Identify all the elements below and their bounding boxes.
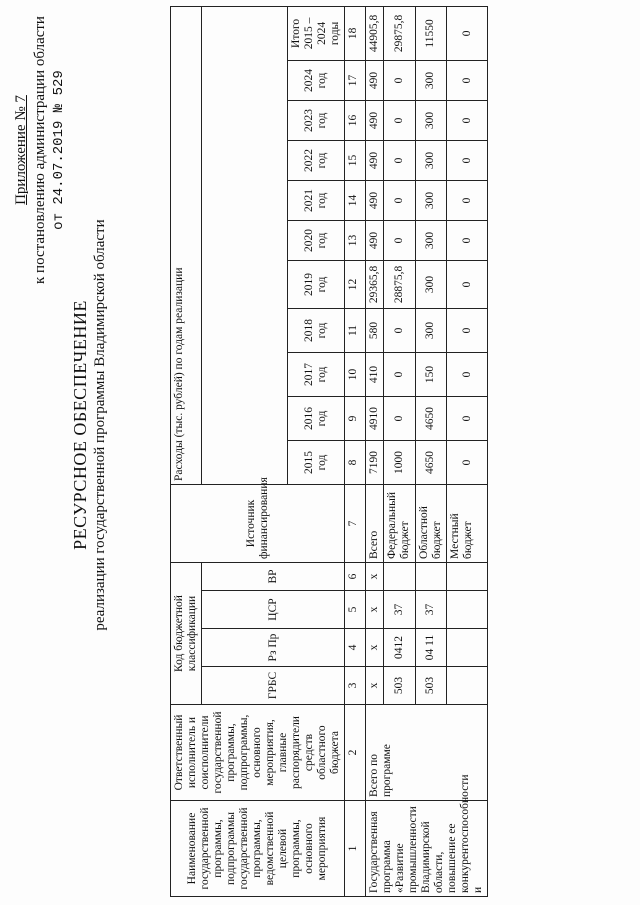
column-numbers-row xyxy=(345,6,366,896)
value-cell: 490 xyxy=(366,100,384,140)
value-cell: 0 xyxy=(447,100,488,140)
source-cell: Местный бюджет xyxy=(447,484,488,562)
vr-cell xyxy=(415,562,446,590)
rzpr-cell xyxy=(447,629,488,667)
year-2024: 2024 год xyxy=(288,60,345,100)
value-cell: 300 xyxy=(415,260,446,308)
value-cell: 0 xyxy=(384,140,415,180)
value-cell: 0 xyxy=(447,352,488,396)
value-cell: 300 xyxy=(415,60,446,100)
col-num: 12 xyxy=(345,260,366,308)
grbs-cell xyxy=(447,667,488,705)
vr-cell xyxy=(447,562,488,590)
year-2023: 2023 год xyxy=(288,100,345,140)
col-num: 6 xyxy=(345,562,366,590)
value-cell: 0 xyxy=(384,100,415,140)
value-cell: 1000 xyxy=(384,440,415,484)
col-num: 18 xyxy=(345,6,366,60)
total-cell: 0 xyxy=(447,6,488,60)
value-cell: 300 xyxy=(415,100,446,140)
col-num: 15 xyxy=(345,140,366,180)
year-2021: 2021 год xyxy=(288,180,345,220)
year-2017: 2017 год xyxy=(288,352,345,396)
table-row xyxy=(366,6,384,896)
total-cell: 29875,8 xyxy=(384,6,415,60)
grbs-cell: 503 xyxy=(415,667,446,705)
value-cell: 0 xyxy=(447,140,488,180)
responsible-cell: Всего по программе xyxy=(366,705,488,801)
value-cell: 0 xyxy=(384,396,415,440)
value-cell: 0 xyxy=(447,396,488,440)
rzpr-cell: 0412 xyxy=(384,629,415,667)
program-name-cell: Государственная программа «Развитие промышленности Владимирской области, повышение ее конкурентоспособности и xyxy=(366,801,488,897)
value-cell: 0 xyxy=(447,260,488,308)
col-num: 8 xyxy=(345,440,366,484)
header-program-name: Наименование государственной программы, подпрограммы государственной программы, ведомственной целевой программы, основного мероприятия xyxy=(171,801,345,897)
header-expenses xyxy=(171,6,202,484)
document-title xyxy=(70,145,110,705)
year-2016: 2016 год xyxy=(288,396,345,440)
grbs-cell: x xyxy=(366,667,384,705)
value-cell: 0 xyxy=(447,308,488,352)
expenses-label: Расходы (тыс. рублей) по годам реализации xyxy=(173,267,185,481)
resource-table xyxy=(170,6,488,897)
col-num: 5 xyxy=(345,591,366,629)
col-num: 3 xyxy=(345,667,366,705)
col-num: 17 xyxy=(345,60,366,100)
header-grbs: ГРБС xyxy=(202,667,345,705)
value-cell: 300 xyxy=(415,140,446,180)
header-budget-code: Код бюджетной классификации xyxy=(171,562,202,704)
total-cell: 11550 xyxy=(415,6,446,60)
value-cell: 0 xyxy=(447,440,488,484)
source-cell: Федеральный бюджет xyxy=(384,484,415,562)
col-num: 2 xyxy=(345,705,366,801)
value-cell: 0 xyxy=(447,220,488,260)
header-spacer xyxy=(202,6,288,484)
appendix-date: от 24.07.2019 № 529 xyxy=(51,70,67,230)
header-responsible: Ответственный исполнитель и соисполнители государственной программы, подпрограммы, основного мероприятия, главные распорядители средств областного бюджета xyxy=(171,705,345,801)
value-cell: 4910 xyxy=(366,396,384,440)
col-num: 10 xyxy=(345,352,366,396)
value-cell: 0 xyxy=(384,352,415,396)
title-main: РЕСУРСНОЕ ОБЕСПЕЧЕНИЕ xyxy=(70,300,90,550)
value-cell: 0 xyxy=(384,60,415,100)
rzpr-cell: 04 11 xyxy=(415,629,446,667)
value-cell: 28875,8 xyxy=(384,260,415,308)
value-cell: 0 xyxy=(447,60,488,100)
value-cell: 490 xyxy=(366,220,384,260)
appendix-header xyxy=(12,15,69,285)
year-2022: 2022 год xyxy=(288,140,345,180)
header-rzpr: Рз Пр xyxy=(202,629,345,667)
value-cell: 300 xyxy=(415,308,446,352)
value-cell: 490 xyxy=(366,140,384,180)
value-cell: 0 xyxy=(384,308,415,352)
appendix-number: Приложение № 7 xyxy=(13,95,29,205)
value-cell: 490 xyxy=(366,60,384,100)
table-header-row xyxy=(171,6,202,896)
col-num: 14 xyxy=(345,180,366,220)
value-cell: 490 xyxy=(366,180,384,220)
vr-cell: x xyxy=(366,562,384,590)
csr-cell: x xyxy=(366,591,384,629)
appendix-reference: к постановлению администрации области xyxy=(32,16,48,284)
year-2015: 2015 год xyxy=(288,440,345,484)
source-cell: Областной бюджет xyxy=(415,484,446,562)
value-cell: 4650 xyxy=(415,440,446,484)
year-total: Итого 2015 – 2024 годы xyxy=(288,6,345,60)
grbs-cell: 503 xyxy=(384,667,415,705)
year-2020: 2020 год xyxy=(288,220,345,260)
csr-cell xyxy=(447,591,488,629)
value-cell: 580 xyxy=(366,308,384,352)
source-cell: Всего xyxy=(366,484,384,562)
value-cell: 150 xyxy=(415,352,446,396)
year-2019: 2019 год xyxy=(288,260,345,308)
col-num: 11 xyxy=(345,308,366,352)
col-num: 1 xyxy=(345,801,366,897)
total-cell: 44905,8 xyxy=(366,6,384,60)
rzpr-cell: x xyxy=(366,629,384,667)
year-2018: 2018 год xyxy=(288,308,345,352)
value-cell: 0 xyxy=(384,180,415,220)
col-num: 4 xyxy=(345,629,366,667)
value-cell: 0 xyxy=(384,220,415,260)
col-num: 16 xyxy=(345,100,366,140)
col-num: 7 xyxy=(345,484,366,562)
value-cell: 410 xyxy=(366,352,384,396)
value-cell: 0 xyxy=(447,180,488,220)
value-cell: 300 xyxy=(415,180,446,220)
header-source: Источник финансирования xyxy=(171,484,345,562)
col-num: 13 xyxy=(345,220,366,260)
vr-cell xyxy=(384,562,415,590)
header-csr: ЦСР xyxy=(202,591,345,629)
col-num: 9 xyxy=(345,396,366,440)
csr-cell: 37 xyxy=(415,591,446,629)
title-sub: реализации государственной программы Владимирской области xyxy=(92,219,108,631)
value-cell: 4650 xyxy=(415,396,446,440)
value-cell: 300 xyxy=(415,220,446,260)
header-vr: ВР xyxy=(202,562,345,590)
value-cell: 7190 xyxy=(366,440,384,484)
csr-cell: 37 xyxy=(384,591,415,629)
value-cell: 29365,8 xyxy=(366,260,384,308)
